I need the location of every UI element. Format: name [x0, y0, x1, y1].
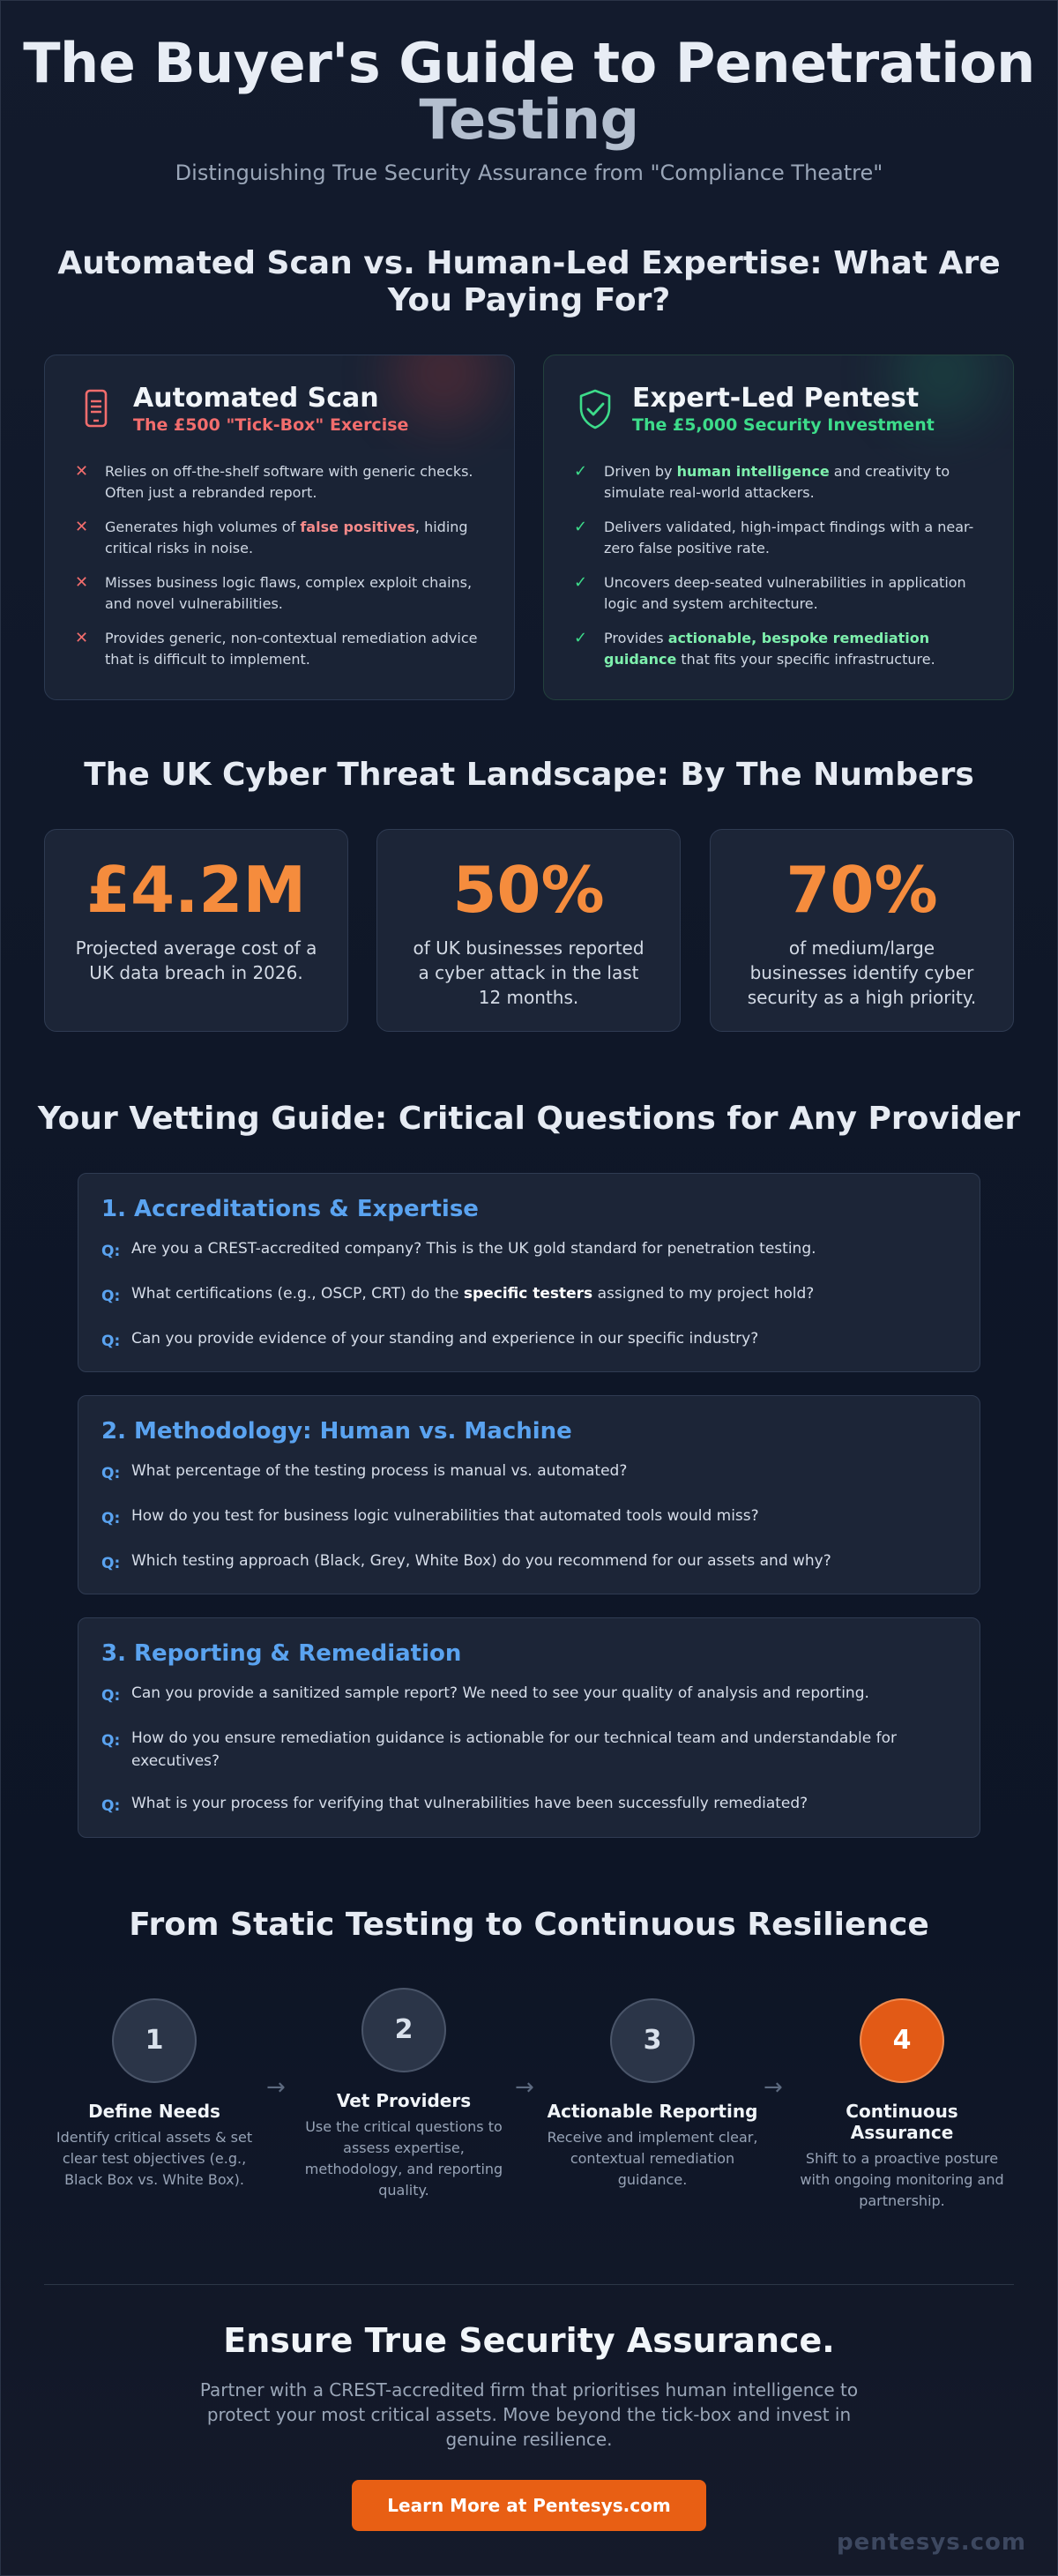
phone-icon [77, 387, 115, 431]
card-title: Expert-Led Pentest [632, 383, 920, 414]
step-title: Define Needs [88, 2101, 220, 2122]
step-number: 4 [860, 1998, 944, 2083]
arrow-right-icon: → [515, 2074, 534, 2101]
stat-value: 50% [452, 853, 605, 927]
stat-card [376, 829, 681, 1032]
step-number: 3 [610, 1998, 695, 2083]
step-title: Actionable Reporting [547, 2101, 758, 2122]
bullet-text: Driven by human intelligence and creativity to simulate real-world attackers. [604, 463, 950, 501]
process-heading: From Static Testing to Continuous Resilience [129, 1907, 929, 1943]
arrow-right-icon: → [764, 2074, 783, 2101]
step-description: Shift to a proactive posture with ongoing monitoring and partnership. [800, 2150, 1004, 2209]
process-step [542, 1998, 763, 2191]
process-step [294, 1988, 514, 2201]
check-icon: ✓ [574, 629, 588, 647]
vetting-group-reporting [78, 1617, 980, 1838]
card-title: Automated Scan [133, 383, 379, 414]
arrow-right-icon: → [266, 2074, 286, 2101]
hero [0, 31, 1058, 185]
check-icon: ✓ [574, 462, 588, 481]
stat-card [710, 829, 1014, 1032]
stat-value: 70% [786, 853, 938, 927]
question-text: What is your process for verifying that vulnerabilities have been successfully remediated? [131, 1795, 808, 1812]
card-bullets [75, 461, 488, 683]
bullet-item [574, 517, 987, 559]
bullet-text: Misses business logic flaws, complex exploit chains, and novel vulnerabilities. [105, 574, 473, 612]
check-icon: ✓ [574, 518, 588, 536]
bullet-item [75, 572, 488, 615]
card-header [576, 384, 935, 435]
question-item [101, 1460, 957, 1485]
brand-watermark: pentesys.com [837, 2529, 1026, 2556]
vetting-group-title: 2. Methodology: Human vs. Machine [101, 1418, 572, 1445]
page-title-line1: The Buyer's Guide to Penetration [23, 31, 1035, 95]
shield-check-icon [576, 387, 615, 431]
question-label: Q: [101, 1687, 121, 1705]
bullet-text: Delivers validated, high-impact findings with a near-zero false positive rate. [604, 519, 974, 556]
step-number: 2 [361, 1988, 446, 2072]
question-label: Q: [101, 1555, 121, 1572]
cross-icon: ✕ [75, 518, 89, 536]
question-item [101, 1727, 957, 1773]
cta-text: Partner with a CREST-accredited firm that prioritises human intelligence to protect your most critical assets. Move beyond the tick-box and invest in genuine resilience. [199, 2379, 859, 2450]
bullet-item [75, 628, 488, 670]
question-item [101, 1505, 957, 1530]
section-divider [44, 2284, 1014, 2285]
vetting-group-title: 1. Accreditations & Expertise [101, 1196, 479, 1222]
question-label: Q: [101, 1465, 121, 1482]
compare-heading: Automated Scan vs. Human-Led Expertise: What Are You Paying For? [57, 245, 1001, 318]
stat-label: of UK businesses reported a cyber attack in the last 12 months. [413, 937, 644, 1008]
page-title-line2: Testing [419, 87, 639, 152]
stats-heading: The UK Cyber Threat Landscape: By The Numbers [84, 757, 974, 793]
question-text: What certifications (e.g., OSCP, CRT) do the specific testers assigned to my project hold? [131, 1285, 815, 1303]
step-description: Identify critical assets & set clear test objectives (e.g., Black Box vs. White Box). [56, 2129, 253, 2188]
vetting-group-accreditations [78, 1173, 980, 1372]
stat-label: of medium/large businesses identify cyber security as a high priority. [747, 937, 977, 1008]
bullet-text: Relies on off-the-shelf software with generic checks. Often just a rebranded report. [105, 463, 473, 501]
question-label: Q: [101, 1333, 121, 1350]
bullet-item [75, 461, 488, 504]
cross-icon: ✕ [75, 462, 89, 481]
bullet-item [574, 572, 987, 615]
step-description: Receive and implement clear, contextual remediation guidance. [547, 2129, 758, 2188]
vetting-group-methodology [78, 1395, 980, 1594]
question-text: Are you a CREST-accredited company? This is the UK gold standard for penetration testing. [131, 1240, 816, 1258]
automated-scan-card [44, 355, 515, 700]
step-description: Use the critical questions to assess expertise, methodology, and reporting quality. [304, 2118, 503, 2199]
step-number: 1 [112, 1998, 197, 2083]
process-step [792, 1998, 1012, 2212]
cross-icon: ✕ [75, 629, 89, 647]
process-step [44, 1998, 264, 2191]
question-text: Can you provide evidence of your standing and experience in our specific industry? [131, 1330, 759, 1348]
step-title: Continuous Assurance [846, 2101, 958, 2143]
question-item [101, 1282, 957, 1308]
question-text: What percentage of the testing process is manual vs. automated? [131, 1462, 628, 1480]
bullet-item [574, 628, 987, 670]
bullet-text: Uncovers deep-seated vulnerabilities in application logic and system architecture. [604, 574, 966, 612]
card-bullets [574, 461, 987, 683]
vetting-group-title: 3. Reporting & Remediation [101, 1640, 462, 1667]
bullet-item [574, 461, 987, 504]
question-label: Q: [101, 1510, 121, 1527]
stat-card [44, 829, 348, 1032]
stat-value: £4.2M [86, 853, 307, 927]
question-label: Q: [101, 1288, 121, 1305]
question-label: Q: [101, 1732, 121, 1750]
bullet-item [75, 517, 488, 559]
bullet-text: Provides actionable, bespoke remediation guidance that fits your specific infrastructure. [604, 630, 935, 668]
question-item [101, 1237, 957, 1263]
stat-label: Projected average cost of a UK data breach in 2026. [75, 937, 317, 983]
question-text: Can you provide a sanitized sample report? We need to see your quality of analysis and reporting. [131, 1684, 869, 1702]
card-subtitle: The £500 "Tick-Box" Exercise [133, 415, 409, 435]
page-subtitle: Distinguishing True Security Assurance from "Compliance Theatre" [175, 161, 883, 185]
card-header [77, 384, 408, 435]
question-label: Q: [101, 1797, 121, 1815]
vetting-heading: Your Vetting Guide: Critical Questions for Any Provider [37, 1101, 1021, 1137]
learn-more-button[interactable]: Learn More at Pentesys.com [352, 2480, 706, 2531]
question-text: How do you ensure remediation guidance is actionable for our technical team and understandable for executives? [131, 1729, 897, 1770]
page-title [0, 31, 1058, 152]
check-icon: ✓ [574, 573, 588, 592]
cta-title: Ensure True Security Assurance. [223, 2321, 835, 2360]
question-item [101, 1682, 957, 1707]
step-title: Vet Providers [336, 2090, 472, 2111]
question-item [101, 1549, 957, 1575]
card-subtitle: The £5,000 Security Investment [632, 415, 935, 435]
bullet-text: Generates high volumes of false positives, hiding critical risks in noise. [105, 519, 468, 556]
cross-icon: ✕ [75, 573, 89, 592]
question-text: Which testing approach (Black, Grey, White Box) do you recommend for our assets and why? [131, 1552, 831, 1570]
question-text: How do you test for business logic vulnerabilities that automated tools would miss? [131, 1507, 759, 1525]
question-item [101, 1327, 957, 1353]
question-label: Q: [101, 1243, 121, 1260]
expert-pentest-card [543, 355, 1014, 700]
question-item [101, 1792, 957, 1818]
bullet-text: Provides generic, non-contextual remediation advice that is difficult to implement. [105, 630, 478, 668]
